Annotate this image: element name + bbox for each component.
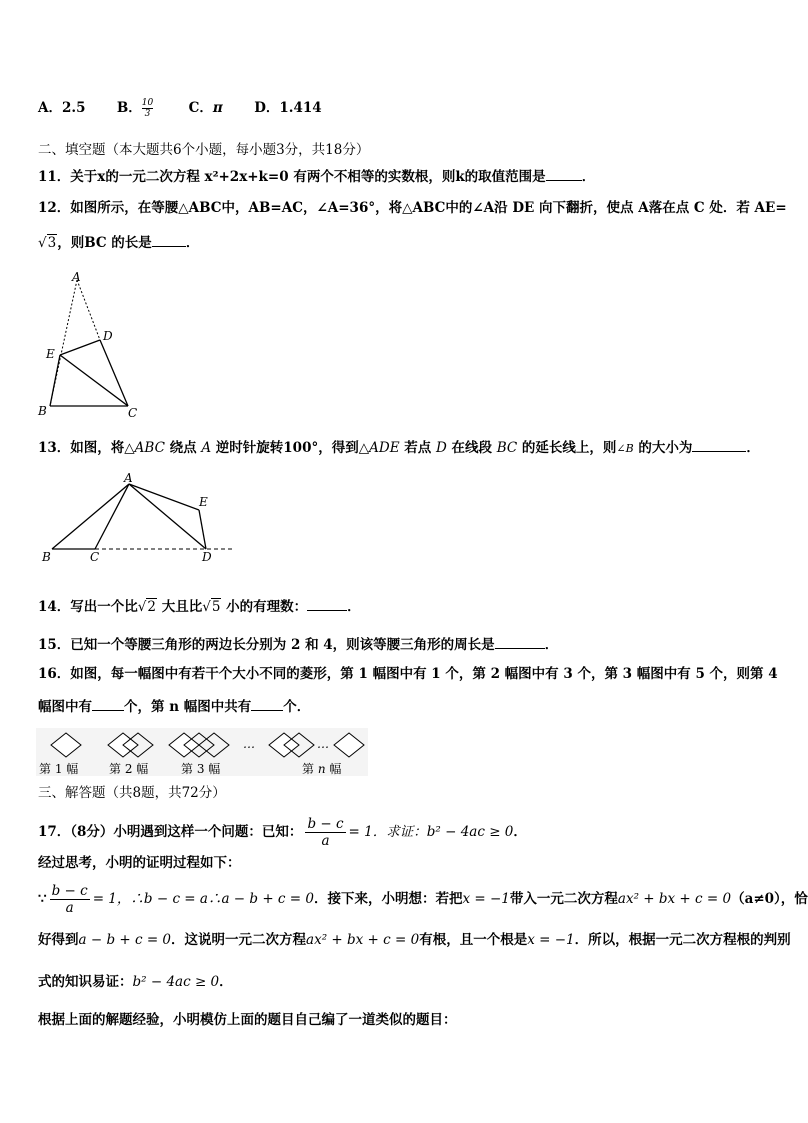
q13-triangle-abc: △ABC: [124, 440, 165, 456]
segment-ad: [129, 484, 206, 549]
q17-part-b: = 1．求证：: [348, 824, 427, 840]
q13-triangle-ade: △ADE: [358, 440, 400, 456]
q14-part-c: 小的有理数：: [221, 599, 308, 615]
q17-period: ．: [513, 824, 527, 840]
proof-line2-d: ax² + bx + c = 0: [306, 932, 420, 948]
proof-line-1: [38, 882, 808, 916]
proof-line2-e: 有根，且一个根是: [419, 932, 528, 948]
proof-part-a: = 1，∴: [92, 891, 144, 907]
q16-part-b: 个，第 n 幅图中共有: [124, 699, 252, 715]
label-picture-2: 第 2 幅: [109, 762, 149, 776]
proof-line2-c: ．这说明一元二次方程: [171, 932, 307, 948]
q13-part-c: 绕点: [164, 440, 202, 456]
proof-part-f: x = −1: [462, 891, 510, 907]
q16-part-a: 幅图中有: [38, 699, 92, 715]
because-symbol: ∵: [38, 891, 47, 907]
label-c: C: [128, 406, 138, 420]
q12-sqrt: √3: [38, 235, 57, 251]
section-3-heading: 三、解答题（共8题，共72分）: [38, 785, 226, 801]
question-17: [38, 815, 527, 849]
q11-text: 11．关于x的一元二次方程 x²+2x+k=0 有两个不相等的实数根，则k的取值范围是: [38, 169, 546, 185]
segment-ab: [52, 484, 129, 549]
question-12-line-2: √3，则BC 的长是 ．: [38, 232, 199, 253]
label-b: B: [42, 550, 51, 564]
q13-point-a: A: [201, 440, 212, 456]
question-16-line-1: 16．如图，每一幅图中有若干个大小不同的菱形，第 1 幅图中有 1 个，第 2 幅图中有 3 个，第 3 幅图中有 5 个，则第 4: [38, 666, 778, 682]
segment-ac: [95, 484, 129, 549]
fold-line-ad: [77, 280, 100, 340]
closing-paragraph: 根据上面的解题经验，小明模仿上面的题目自己编了一道类似的题目：: [38, 1012, 457, 1028]
proof-fraction: $\frac{b - c}{a}$: [51, 883, 88, 916]
label-d: D: [202, 550, 212, 564]
q14-blank: [307, 596, 347, 611]
q13-point-d: D: [435, 440, 447, 456]
label-e: E: [46, 347, 55, 361]
label-picture-3: 第 3 幅: [181, 762, 221, 776]
q13-angle-b: ∠B: [616, 442, 634, 455]
proof-line3-b: b² − 4ac ≥ 0: [132, 974, 220, 990]
ellipsis: …: [243, 737, 255, 751]
option-b-prefix: B．: [116, 100, 142, 116]
q16-blank-1: [92, 696, 124, 711]
label-c: C: [90, 550, 100, 564]
option-c-prefix: C．: [188, 100, 213, 116]
option-c-value: π: [212, 100, 223, 116]
q13-part-m: 的大小为: [633, 440, 693, 456]
proof-line3-c: ．: [219, 974, 233, 990]
proof-therefore: ∴: [207, 891, 222, 907]
option-d: D．1.414: [254, 100, 322, 116]
option-a: A．2.5: [38, 100, 86, 116]
question-13: 13．如图，将△ABC 绕点 A 逆时针旋转100°，得到△ADE 若点 D 在线段 BC 的延长线上，则∠B 的大小为 ．: [38, 437, 760, 459]
proof-intro: 经过思考，小明的证明过程如下：: [38, 855, 241, 871]
question-14: 14．写出一个比√2 大且比√5 小的有理数： ．: [38, 596, 361, 617]
q10-options: [38, 98, 322, 119]
q13-part-e: 逆时针旋转100°，得到: [211, 440, 359, 456]
proof-line-3: [38, 972, 233, 992]
q13-part-g: 若点: [399, 440, 436, 456]
proof-line3-a: 式的知识易证：: [38, 974, 133, 990]
question-12-line-1: 12．如图所示，在等腰△ABC中，AB=AC，∠A=36°，将△ABC中的∠A沿 DE 向下翻折，使点 A落在点 C 处．若 AE=: [38, 200, 787, 216]
q12-text-2: ，则BC 的长是: [57, 235, 152, 251]
proof-line2-b: a − b + c = 0: [78, 932, 172, 948]
q12-triangle-figure: [30, 268, 150, 423]
proof-part-h: ax² + bx + c = 0: [617, 891, 732, 907]
q16-blank-2: [251, 696, 283, 711]
q16-rhombus-figure: [36, 728, 368, 776]
q15-text: 15．已知一个等腰三角形的两边长分别为 2 和 4，则该等腰三角形的周长是: [38, 637, 495, 653]
question-16-line-2: [38, 696, 310, 717]
q16-part-c: 个．: [283, 699, 311, 715]
question-11: 11．关于x的一元二次方程 x²+2x+k=0 有两个不相等的实数根，则k的取值范围是 ．: [38, 166, 595, 187]
option-b-fraction: $\frac{10}{3}$: [141, 98, 154, 119]
q17-inequality: b² − 4ac ≥ 0: [426, 824, 514, 840]
label-picture-1: 第 1 幅: [39, 762, 79, 776]
q13-segment-bc: BC: [496, 440, 518, 456]
segment-eb: [50, 355, 60, 406]
q12-blank: [152, 232, 186, 247]
proof-line2-a: 好得到: [38, 932, 79, 948]
q17-part-a: 17．（8分）小明遇到这样一个问题：已知：: [38, 824, 303, 840]
label-a: A: [124, 471, 133, 485]
label-b: B: [38, 404, 47, 418]
label-picture-n: 第 n 幅: [302, 762, 342, 776]
segment-ae: [129, 484, 199, 510]
q11-blank: [546, 166, 582, 181]
q13-rotation-figure: [38, 470, 248, 570]
question-15: 15．已知一个等腰三角形的两边长分别为 2 和 4，则该等腰三角形的周长是 ．: [38, 634, 558, 655]
q13-part-i: 在线段: [446, 440, 497, 456]
q14-sqrt-5: √5: [202, 599, 221, 615]
section-2-heading: 二、填空题（本大题共6个小题，每小题3分，共18分）: [38, 142, 370, 158]
q14-sqrt-2: √2: [137, 599, 156, 615]
q13-part-a: 13．如图，将: [38, 440, 125, 456]
segment-ed: [60, 340, 100, 355]
label-e: E: [199, 495, 208, 509]
label-d: D: [103, 329, 113, 343]
label-a: A: [72, 270, 81, 284]
proof-part-g: 带入一元二次方程: [509, 891, 618, 907]
q14-part-b: 大且比: [157, 599, 203, 615]
q14-part-a: 14．写出一个比: [38, 599, 138, 615]
proof-part-b: b − c = a: [143, 891, 208, 907]
q13-part-k: 的延长线上，则: [517, 440, 617, 456]
ellipsis: …: [317, 737, 329, 751]
proof-line2-g: ．所以，根据一元二次方程根的判别: [574, 932, 791, 948]
q13-blank: [692, 437, 746, 452]
proof-part-d: a − b + c = 0: [221, 891, 314, 907]
proof-line2-f: x = −1: [527, 932, 575, 948]
proof-part-i: （a≠0），恰: [731, 891, 808, 907]
proof-part-e: ．接下来，小明想：若把: [313, 891, 463, 907]
q15-blank: [495, 634, 545, 649]
q17-fraction: $\frac{b - c}{a}$: [307, 816, 344, 849]
proof-line-2: [38, 930, 791, 950]
